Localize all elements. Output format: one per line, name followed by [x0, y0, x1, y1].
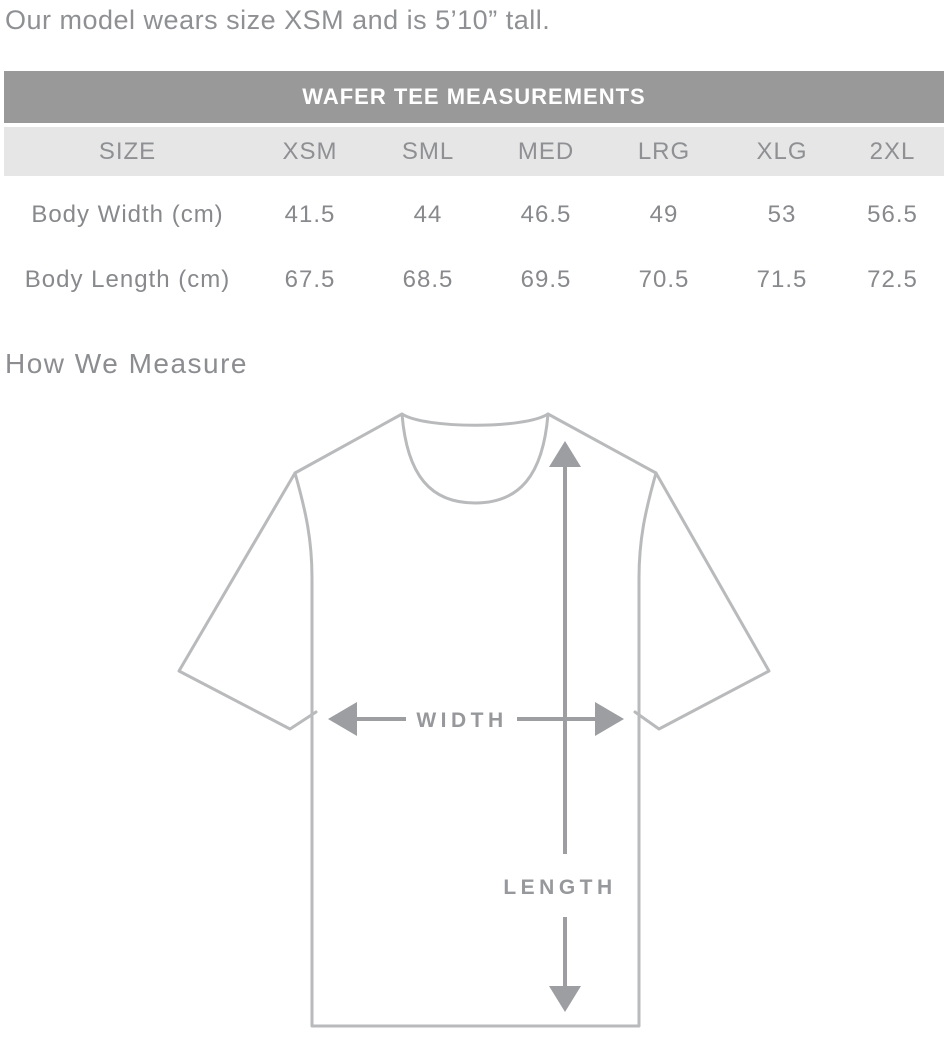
body-length-lrg: 70.5: [638, 266, 690, 293]
size-table-title: WAFER TEE MEASUREMENTS: [302, 84, 646, 109]
size-option-xsm: XSM: [282, 137, 338, 165]
size-option-2xl: 2XL: [869, 137, 916, 165]
size-column-header: SIZE: [98, 137, 157, 165]
tshirt-right-sleeve: [635, 473, 769, 729]
body-width-med: 46.5: [520, 201, 572, 228]
how-we-measure-heading: How We Measure: [5, 348, 249, 379]
tshirt-diagram-svg: [0, 400, 948, 1042]
length-arrowhead-top: [549, 441, 581, 467]
row-label-body-length: Body Length (cm): [24, 266, 231, 293]
length-label: LENGTH: [503, 876, 617, 899]
body-length-row: [4, 249, 944, 311]
width-arrowhead-left: [328, 702, 357, 736]
body-width-2xl: 56.5: [867, 201, 918, 228]
body-length-med: 69.5: [520, 266, 572, 293]
tshirt-collar: [402, 414, 548, 503]
size-option-sml: SML: [401, 137, 455, 165]
body-length-xlg: 71.5: [756, 266, 808, 293]
tshirt-left-sleeve: [179, 473, 316, 729]
row-label-body-width: Body Width (cm): [31, 201, 224, 228]
body-width-row: [4, 181, 944, 249]
size-table-header-bar: [4, 71, 944, 123]
width-arrowhead-right: [595, 702, 624, 736]
body-width-lrg: 49: [649, 201, 679, 228]
width-label: WIDTH: [416, 709, 508, 732]
body-length-2xl: 72.5: [867, 266, 918, 293]
model-note: Our model wears size XSM and is 5’10” tall.: [5, 5, 551, 35]
size-header-row: [4, 127, 944, 176]
body-length-sml: 68.5: [402, 266, 454, 293]
length-arrowhead-bottom: [549, 986, 581, 1012]
body-width-sml: 44: [413, 201, 443, 228]
size-option-xlg: XLG: [756, 137, 808, 165]
measurement-diagram: [0, 400, 948, 1042]
size-option-lrg: LRG: [637, 137, 691, 165]
size-option-med: MED: [517, 137, 575, 165]
body-width-xlg: 53: [767, 201, 797, 228]
body-width-xsm: 41.5: [284, 201, 336, 228]
body-length-xsm: 67.5: [284, 266, 336, 293]
length-arrow: [549, 441, 581, 1012]
